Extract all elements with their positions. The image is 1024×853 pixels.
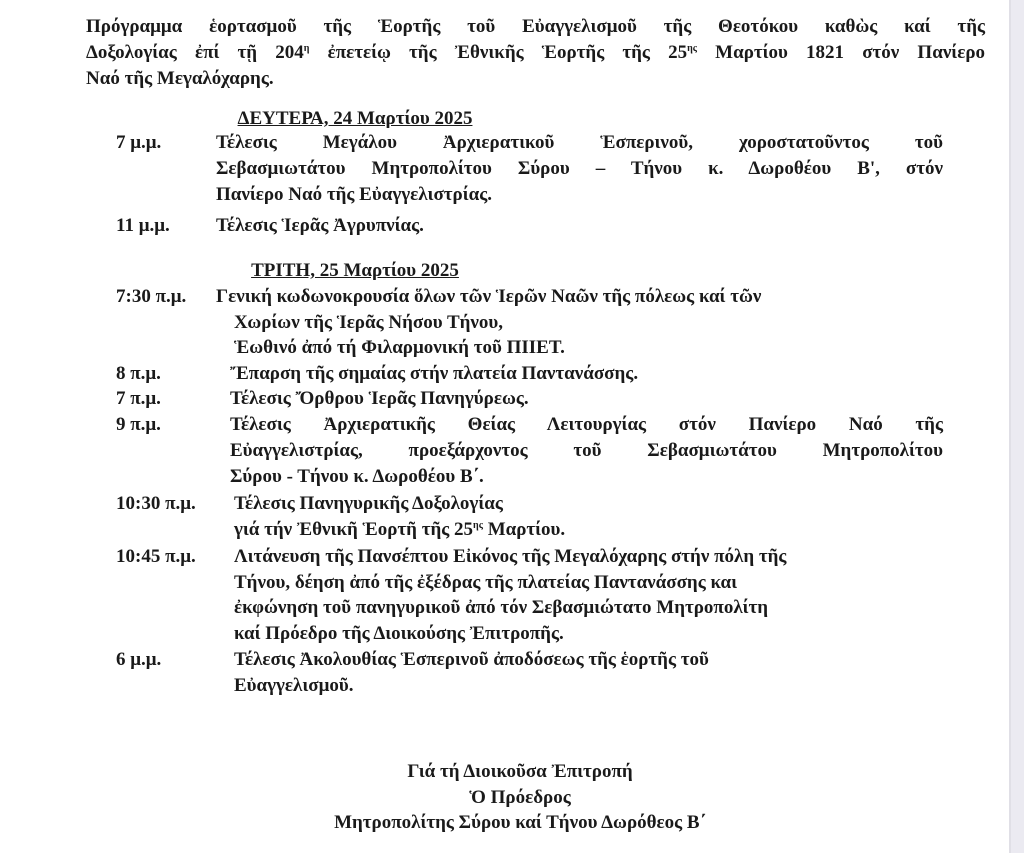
event-time: 7 μ.μ. <box>116 132 162 153</box>
event-time: 9 π.μ. <box>116 414 161 435</box>
intro-line-2 <box>86 41 985 65</box>
event-text-line: Εὐαγγελιστρίας, προεξάρχοντος τοῦ Σεβασμιωτάτου Μητροπολίτου <box>230 440 943 461</box>
superscript-eta: η <box>303 43 310 54</box>
intro-line-2-part-b: ἐπετείῳ τῆς Ἐθνικῆς Ἑορτῆς τῆς 25 <box>309 42 688 63</box>
event-time: 11 μ.μ. <box>116 215 170 236</box>
signature-line-3: Μητροπολίτης Σύρου καί Τήνου Δωρόθεος Β΄ <box>334 812 706 833</box>
event-text-line: Εὐαγγελισμοῦ. <box>234 675 354 696</box>
signature-line-2: Ὁ Πρόεδρος <box>469 787 571 808</box>
event-text-line: Λιτάνευση τῆς Πανσέπτου Εἰκόνος τῆς Μεγαλόχαρης στήν πόλη τῆς <box>234 546 787 567</box>
intro-line-1: Πρόγραμμα ἑορτασμοῦ τῆς Ἑορτῆς τοῦ Εὐαγγελισμοῦ τῆς Θεοτόκου καθὼς καί τῆς <box>86 16 985 37</box>
event-text-part: Μαρτίου. <box>482 519 566 540</box>
intro-line-2-part-c: Μαρτίου 1821 στόν Πανίερο <box>697 42 985 63</box>
event-text-line: καί Πρόεδρο τῆς Διοικούσης Ἐπιτροπῆς. <box>234 623 564 644</box>
event-text-line: Τήνου, δέηση ἀπό τῆς ἐξέδρας τῆς πλατείας Παντανάσσης και <box>234 572 737 593</box>
signature-line-1: Γιά τή Διοικοῦσα Ἐπιτροπή <box>407 761 633 782</box>
event-time: 10:45 π.μ. <box>116 546 196 567</box>
event-text-line: Τέλεσις Ἀρχιερατικῆς Θείας Λειτουργίας στόν Πανίερο Ναό τῆς <box>230 414 943 435</box>
event-text-line: Ἑωθινό ἀπό τή Φιλαρμονική τοῦ ΠΙΙΕΤ. <box>234 337 565 358</box>
event-text-line: Τέλεσις Ἀκολουθίας Ἑσπερινοῦ ἀποδόσεως τῆς ἑορτῆς τοῦ <box>234 649 709 670</box>
event-time: 7:30 π.μ. <box>116 286 187 307</box>
event-text-line: Σύρου - Τήνου κ. Δωροθέου Β΄. <box>230 466 484 487</box>
event-text-line: Πανίερο Ναό τῆς Εὐαγγελιστρίας. <box>216 184 492 205</box>
day-heading-tuesday: ΤΡΙΤΗ, 25 Μαρτίου 2025 <box>251 260 459 281</box>
event-text-line: ἐκφώνηση τοῦ πανηγυρικοῦ ἀπό τόν Σεβασμιώτατο Μητροπολίτη <box>234 597 769 618</box>
event-text-line: Τέλεσις Ὄρθρου Ἱερᾶς Πανηγύρεως. <box>230 388 529 409</box>
event-text-part: γιά τήν Ἐθνικῆ Ἑορτῆ τῆς 25 <box>234 519 474 540</box>
superscript-is: ης <box>687 43 698 54</box>
event-text-line: Χωρίων τῆς Ἱερᾶς Νήσου Τήνου, <box>234 312 504 333</box>
event-text-line <box>234 518 565 542</box>
event-text-line: Σεβασμιωτάτου Μητροπολίτου Σύρου – Τήνου κ. Δωροθέου Β', στόν <box>216 158 943 179</box>
event-text-line: Γενική κωδωνοκρουσία ὅλων τῶν Ἱερῶν Ναῶν τῆς πόλεως καί τῶν <box>216 286 762 307</box>
event-text-line: Τέλεσις Πανηγυρικῆς Δοξολογίας <box>234 493 503 514</box>
scrollbar-track[interactable] <box>1009 0 1024 853</box>
event-time: 7 π.μ. <box>116 388 161 409</box>
superscript-is: ης <box>473 520 483 531</box>
event-text-line: Τέλεσις Μεγάλου Ἀρχιερατικοῦ Ἑσπερινοῦ, χοροστατοῦντος τοῦ <box>216 132 943 153</box>
event-time: 6 μ.μ. <box>116 649 162 670</box>
event-time: 8 π.μ. <box>116 363 161 384</box>
event-text-line: Ἔπαρση τῆς σημαίας στήν πλατεία Παντανάσσης. <box>230 363 639 384</box>
event-text-line: Τέλεσις Ἱερᾶς Ἀγρυπνίας. <box>216 215 424 236</box>
intro-line-3: Ναό τῆς Μεγαλόχαρης. <box>86 68 274 89</box>
event-time: 10:30 π.μ. <box>116 493 196 514</box>
intro-line-2-part-a: Δοξολογίας ἐπί τῇ 204 <box>86 42 304 63</box>
day-heading-monday: ΔΕΥΤΕΡΑ, 24 Μαρτίου 2025 <box>237 108 473 129</box>
